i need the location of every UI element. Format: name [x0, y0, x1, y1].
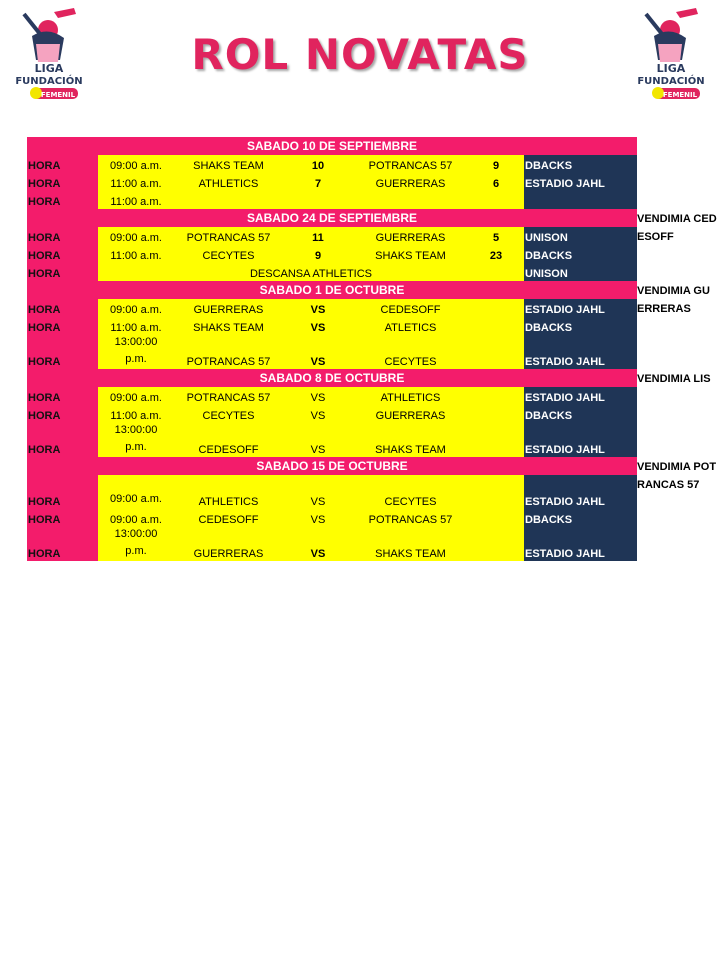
game-row: [27, 173, 717, 191]
game-time-value: p.m.: [125, 353, 147, 365]
game-row: [27, 527, 717, 561]
team-home: SHAKS TEAM: [174, 155, 283, 173]
game-time: [98, 227, 174, 245]
venue: ESTADIO JAHL: [524, 335, 637, 369]
logo-text-line3: FEMENIL: [662, 91, 698, 99]
game-time-value: 11:00 a.m.: [110, 196, 162, 208]
game-time-top: 13:00:00: [114, 424, 158, 436]
vendimia-note: VENDIMIA LIS: [637, 373, 711, 385]
logo-text-line2: FUNDACIÓN: [15, 76, 83, 87]
game-row: [27, 227, 717, 245]
score-away: 6: [468, 173, 524, 191]
score-away: [468, 317, 524, 335]
game-row: [27, 191, 717, 209]
game-time-value: 09:00 a.m.: [110, 514, 162, 526]
schedule-table: [27, 137, 717, 561]
hora-label: HORA: [27, 335, 98, 369]
score-home: VS: [283, 335, 353, 369]
game-row: [27, 335, 717, 369]
vendimia-note: VENDIMIA POTRANCAS 57: [637, 461, 717, 491]
team-home: CECYTES: [174, 405, 283, 423]
game-time: [98, 387, 174, 405]
team-away: CECYTES: [353, 475, 468, 509]
team-home: ATHLETICS: [174, 475, 283, 509]
team-away: ATHLETICS: [353, 387, 468, 405]
team-away: GUERRERAS: [353, 173, 468, 191]
score-away: [468, 335, 524, 369]
game-time-value: 11:00 a.m.: [110, 410, 162, 422]
game-row: [27, 387, 717, 405]
venue: DBACKS: [524, 509, 637, 527]
game-row: [27, 405, 717, 423]
score-home: 10: [283, 155, 353, 173]
team-home: ATHLETICS: [174, 173, 283, 191]
game-time: [98, 191, 174, 209]
venue: UNISON: [524, 227, 637, 245]
score-away: [468, 527, 524, 561]
date-header-row: [27, 137, 717, 155]
game-time-value: p.m.: [125, 545, 147, 557]
venue: ESTADIO JAHL: [524, 475, 637, 509]
logo-text-line1: LIGA: [34, 62, 64, 75]
logo-text-line2: FUNDACIÓN: [637, 76, 705, 87]
game-row: [27, 317, 717, 335]
vendimia-note: VENDIMIA CEDESOFF: [637, 213, 717, 243]
team-home: POTRANCAS 57: [174, 335, 283, 369]
score-away: [468, 299, 524, 317]
game-time-top: 13:00:00: [114, 528, 158, 540]
score-away: 5: [468, 227, 524, 245]
score-away: [468, 475, 524, 509]
venue: DBACKS: [524, 317, 637, 335]
team-home: CEDESOFF: [174, 509, 283, 527]
game-time-value: 09:00 a.m.: [110, 304, 162, 316]
team-away: GUERRERAS: [353, 405, 468, 423]
date-header: SABADO 24 DE SEPTIEMBRE: [27, 209, 637, 227]
team-away: CEDESOFF: [353, 299, 468, 317]
date-header: SABADO 8 DE OCTUBRE: [27, 369, 637, 387]
team-away: SHAKS TEAM: [353, 527, 468, 561]
score-away: [468, 191, 524, 209]
date-header-row: [27, 457, 717, 491]
venue: ESTADIO JAHL: [524, 173, 637, 191]
team-away: SHAKS TEAM: [353, 423, 468, 457]
hora-label: HORA: [27, 509, 98, 527]
game-time: [98, 173, 174, 191]
score-home: VS: [283, 423, 353, 457]
team-home: CECYTES: [174, 245, 283, 263]
game-time-value: 09:00 a.m.: [110, 232, 162, 244]
score-home: VS: [283, 317, 353, 335]
hora-label: HORA: [27, 423, 98, 457]
score-away: [468, 405, 524, 423]
score-home: [283, 191, 353, 209]
game-row: [27, 475, 717, 509]
game-time-value: p.m.: [125, 441, 147, 453]
game-time: [98, 245, 174, 263]
hora-label: HORA: [27, 387, 98, 405]
hora-label: HORA: [27, 227, 98, 245]
game-time-value: 09:00 a.m.: [110, 160, 162, 172]
game-row: [27, 155, 717, 173]
game-time: [98, 317, 174, 335]
game-time-top: 13:00:00: [114, 336, 158, 348]
venue: DBACKS: [524, 245, 637, 263]
hora-label: HORA: [27, 299, 98, 317]
date-header-row: [27, 369, 717, 387]
game-row: [27, 509, 717, 527]
game-row: [27, 423, 717, 457]
game-time: [98, 155, 174, 173]
game-time: [98, 423, 174, 457]
team-home: POTRANCAS 57: [174, 227, 283, 245]
venue: ESTADIO JAHL: [524, 423, 637, 457]
team-home: CEDESOFF: [174, 423, 283, 457]
score-away: 9: [468, 155, 524, 173]
team-away: SHAKS TEAM: [353, 245, 468, 263]
page-title: ROL NOVATAS: [191, 30, 529, 79]
hora-label: HORA: [27, 405, 98, 423]
score-away: 23: [468, 245, 524, 263]
game-time-value: 09:00 a.m.: [110, 392, 162, 404]
game-row: [27, 299, 717, 317]
hora-label: HORA: [27, 173, 98, 191]
team-away: ATLETICS: [353, 317, 468, 335]
hora-label: HORA: [27, 475, 98, 509]
team-away: POTRANCAS 57: [353, 155, 468, 173]
hora-label: HORA: [27, 527, 98, 561]
game-time: [98, 509, 174, 527]
score-away: [468, 509, 524, 527]
venue: DBACKS: [524, 405, 637, 423]
game-time-value: 11:00 a.m.: [110, 322, 162, 334]
rest-note: DESCANSA ATHLETICS: [98, 263, 524, 281]
logo-text-line3: FEMENIL: [40, 91, 76, 99]
hora-label: HORA: [27, 245, 98, 263]
score-home: 7: [283, 173, 353, 191]
game-time-value: 11:00 a.m.: [110, 178, 162, 190]
venue: ESTADIO JAHL: [524, 299, 637, 317]
date-header: SABADO 10 DE SEPTIEMBRE: [27, 137, 637, 155]
team-home: GUERRERAS: [174, 299, 283, 317]
team-away: CECYTES: [353, 335, 468, 369]
game-row: [27, 263, 717, 281]
score-home: VS: [283, 299, 353, 317]
score-home: 9: [283, 245, 353, 263]
game-row: [27, 245, 717, 263]
venue: ESTADIO JAHL: [524, 527, 637, 561]
score-home: VS: [283, 405, 353, 423]
game-time: [98, 299, 174, 317]
game-time: [98, 475, 174, 509]
hora-label: HORA: [27, 155, 98, 173]
venue: UNISON: [524, 263, 637, 281]
team-away: [353, 191, 468, 209]
venue: ESTADIO JAHL: [524, 387, 637, 405]
game-time: [98, 405, 174, 423]
score-home: VS: [283, 387, 353, 405]
game-time: [98, 335, 174, 369]
game-time-value: 11:00 a.m.: [110, 250, 162, 262]
venue: [524, 191, 637, 209]
vendimia-note: VENDIMIA GUERRERAS: [637, 285, 710, 315]
date-header: SABADO 1 DE OCTUBRE: [27, 281, 637, 299]
game-time-value: 09:00 a.m.: [110, 493, 162, 505]
hora-label: HORA: [27, 317, 98, 335]
team-away: POTRANCAS 57: [353, 509, 468, 527]
score-away: [468, 387, 524, 405]
venue: DBACKS: [524, 155, 637, 173]
team-home: POTRANCAS 57: [174, 387, 283, 405]
score-home: 11: [283, 227, 353, 245]
score-home: VS: [283, 509, 353, 527]
team-home: GUERRERAS: [174, 527, 283, 561]
team-home: SHAKS TEAM: [174, 317, 283, 335]
vendimia-note: [637, 137, 717, 191]
date-header: SABADO 15 DE OCTUBRE: [27, 457, 637, 475]
hora-label: HORA: [27, 191, 98, 209]
team-away: GUERRERAS: [353, 227, 468, 245]
score-home: VS: [283, 527, 353, 561]
team-home: [174, 191, 283, 209]
hora-label: HORA: [27, 263, 98, 281]
score-away: [468, 423, 524, 457]
game-time: [98, 527, 174, 561]
logo-text-line1: LIGA: [656, 62, 686, 75]
score-home: VS: [283, 475, 353, 509]
